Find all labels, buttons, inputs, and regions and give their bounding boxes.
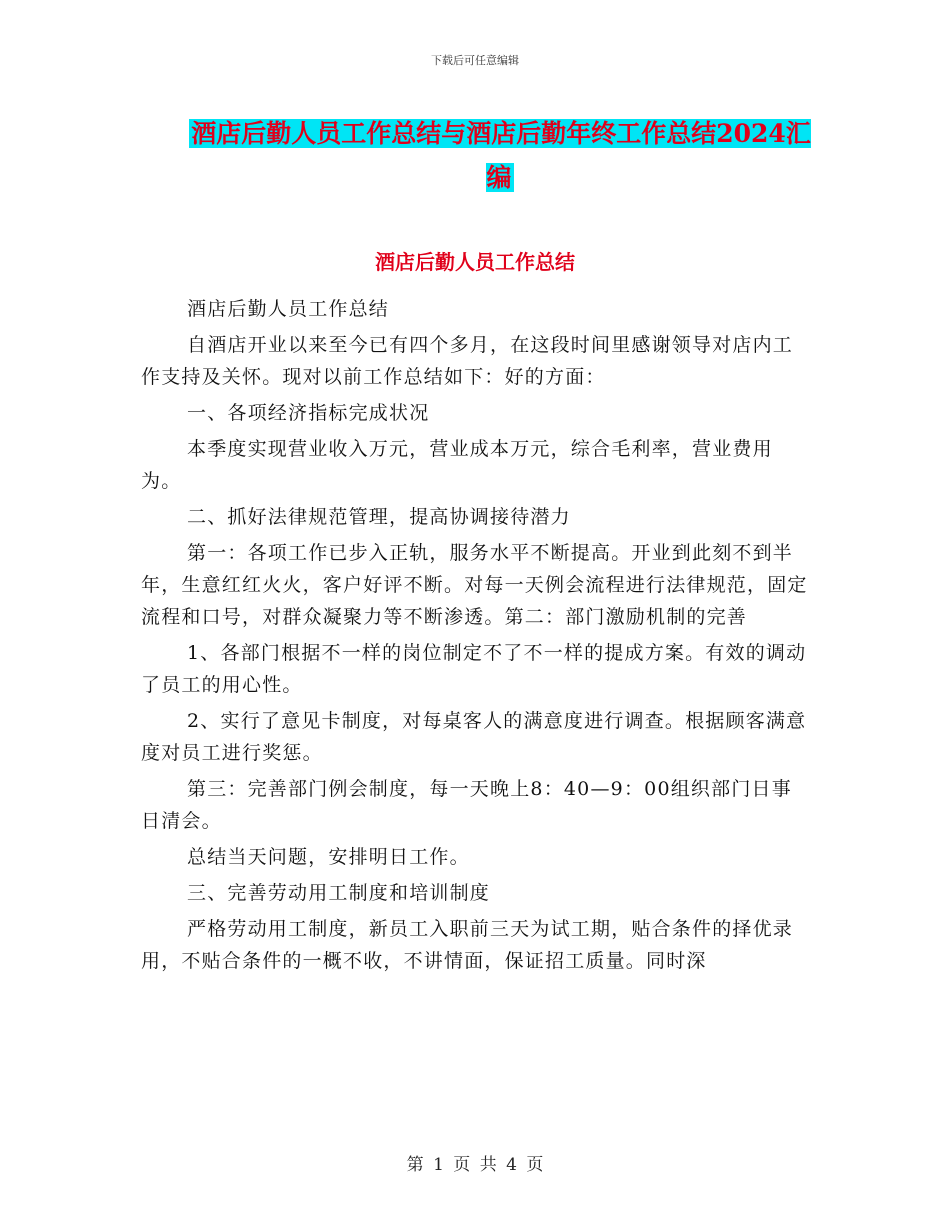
paragraph: 第三：完善部门例会制度，每一天晚上8：40—9：00组织部门日事日清会。 <box>141 778 792 832</box>
paragraph: 三、完善劳动用工制度和培训制度 <box>187 882 491 904</box>
paragraph: 第一：各项工作已步入正轨，服务水平不断提高。开业到此刻不到半年，生意红红火火，客户好评不断。对每一天例会流程进行法律规范，固定流程和口号，对群众凝聚力等不断渗透。第二：部门激励机制的完善 <box>141 542 808 628</box>
paragraph: 二、抓好法律规范管理，提高协调接待潜力 <box>187 506 571 528</box>
section-title: 酒店后勤人员工作总结 <box>375 250 575 274</box>
page-number-footer: 第 1 页 共 4 页 <box>406 1155 544 1175</box>
document-title <box>180 112 820 200</box>
paragraph: 严格劳动用工制度，新员工入职前三天为试工期，贴合条件的择优录用，不贴合条件的一概不收，不讲情面，保证招工质量。同时深 <box>141 918 794 972</box>
document-title-text: 酒店后勤人员工作总结与酒店后勤年终工作总结2024汇编 <box>191 119 811 192</box>
paragraph: 自酒店开业以来至今已有四个多月，在这段时间里感谢领导对店内工作支持及关怀。现对以前工作总结如下：好的方面： <box>141 334 794 388</box>
paragraph: 一、各项经济指标完成状况 <box>187 402 430 424</box>
paragraph: 本季度实现营业收入万元，营业成本万元，综合毛利率，营业费用为。 <box>141 438 773 492</box>
paragraph: 酒店后勤人员工作总结 <box>187 298 390 320</box>
paragraph: 总结当天问题，安排明日工作。 <box>187 846 470 868</box>
page-header-note: 下载后可任意编辑 <box>431 54 519 67</box>
document-body <box>141 293 811 981</box>
paragraph: 2、实行了意见卡制度，对每桌客人的满意度进行调查。根据顾客满意度对员工进行奖惩。 <box>141 710 807 764</box>
paragraph: 1、各部门根据不一样的岗位制定不了不一样的提成方案。有效的调动了员工的用心性。 <box>141 642 807 696</box>
